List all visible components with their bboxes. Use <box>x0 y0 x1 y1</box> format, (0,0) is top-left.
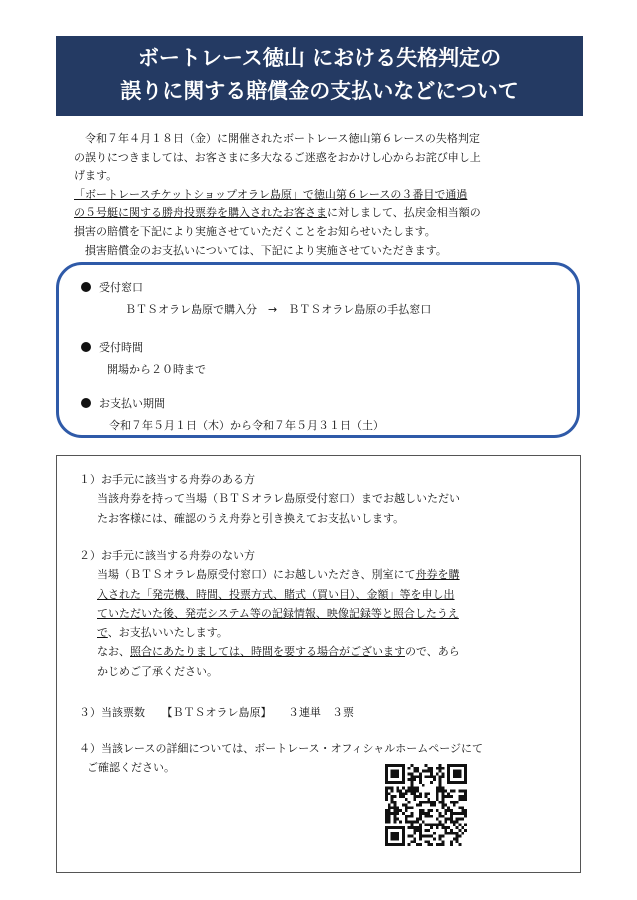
section-underlined: で <box>97 626 108 640</box>
details-box <box>56 455 581 873</box>
summary-label: お支払い期間 <box>99 397 165 410</box>
section-line: なお、 <box>97 645 130 659</box>
details-section-4 <box>79 739 569 778</box>
bullet-icon <box>81 282 91 292</box>
summary-value: 令和７年５月１日（木）から令和７年５月３１日（土） <box>109 419 384 432</box>
title-line-1: ボートレース徳山 における失格判定の <box>137 46 502 70</box>
bullet-icon <box>81 398 91 408</box>
summary-item-period <box>81 395 384 433</box>
section-heading: １）お手元に該当する舟券のある方 <box>79 473 255 486</box>
section-line: たお客様には、確認のうえ舟券と引き換えてお支払いします。 <box>97 511 405 525</box>
section-underlined: 舟券を購 <box>415 568 460 582</box>
intro-line: に対しまして、払戻金相当額の <box>327 206 481 220</box>
section-line: ので、あら <box>405 645 460 659</box>
section-line: 当該舟券を持って当場（ＢＴＳオラレ島原受付窓口）までお越しいただい <box>97 492 460 506</box>
section-line: ３）当該票数 【ＢＴＳオラレ島原】 ３連単 ３票 <box>79 706 354 719</box>
section-underlined: 入された「発売機、時間、投票方式、賭式（買い目）、金額」等を申し出 <box>97 587 455 601</box>
summary-item-hours <box>81 339 206 377</box>
section-heading: ２）お手元に該当する舟券のない方 <box>79 549 255 562</box>
page-title <box>56 36 583 116</box>
summary-box <box>56 262 580 438</box>
section-underlined: 照合にあたりましては、時間を要する場合がございます <box>130 645 405 659</box>
section-line: 、お支払いいたします。 <box>107 626 228 640</box>
qr-code[interactable] <box>385 764 467 846</box>
intro-underlined: の５号艇に関する勝舟投票券を購入されたお客さま <box>74 206 327 220</box>
summary-label: 受付窓口 <box>99 281 143 294</box>
summary-item-counter <box>81 279 431 317</box>
section-line: ご確認ください。 <box>87 761 175 775</box>
details-section-3 <box>79 703 569 722</box>
details-section-1 <box>79 470 569 528</box>
summary-label: 受付時間 <box>99 341 143 354</box>
details-section-2 <box>79 546 569 681</box>
intro-line: の誤りにつきましては、お客さまに多大なるご迷惑をおかけし心からお詫び申し上 <box>74 150 481 164</box>
intro-line: げます。 <box>74 169 118 183</box>
intro-underlined: 「ボートレースチケットショップオラレ島原」で徳山第６レースの３番目で通過 <box>74 187 468 201</box>
section-line: ４）当該レースの詳細については、ボートレース・オフィシャルホームページにて <box>79 742 484 755</box>
section-underlined: ていただいた後、発売システム等の記録情報、映像記録等と照合したうえ <box>97 606 459 620</box>
intro-line: 損害の賠償を下記により実施させていただくことをお知らせいたします。 <box>74 224 436 238</box>
bullet-icon <box>81 342 91 352</box>
intro-text <box>74 130 574 260</box>
section-line: 当場（ＢＴＳオラレ島原受付窓口）にお越しいただき、別室にて <box>97 568 416 582</box>
intro-line: 令和７年４月１８日（金）に開催されたボートレース徳山第６レースの失格判定 <box>85 132 480 145</box>
title-line-2: 誤りに関する賠償金の支払いなどについて <box>120 79 519 103</box>
summary-value: ＢＴＳオラレ島原で購入分 → ＢＴＳオラレ島原の手払窓口 <box>125 303 432 316</box>
summary-value: 開場から２０時まで <box>107 363 206 376</box>
intro-line: 損害賠償金のお支払いについては、下記により実施させていただきます。 <box>85 243 447 257</box>
section-line: かじめご了承ください。 <box>97 664 218 678</box>
